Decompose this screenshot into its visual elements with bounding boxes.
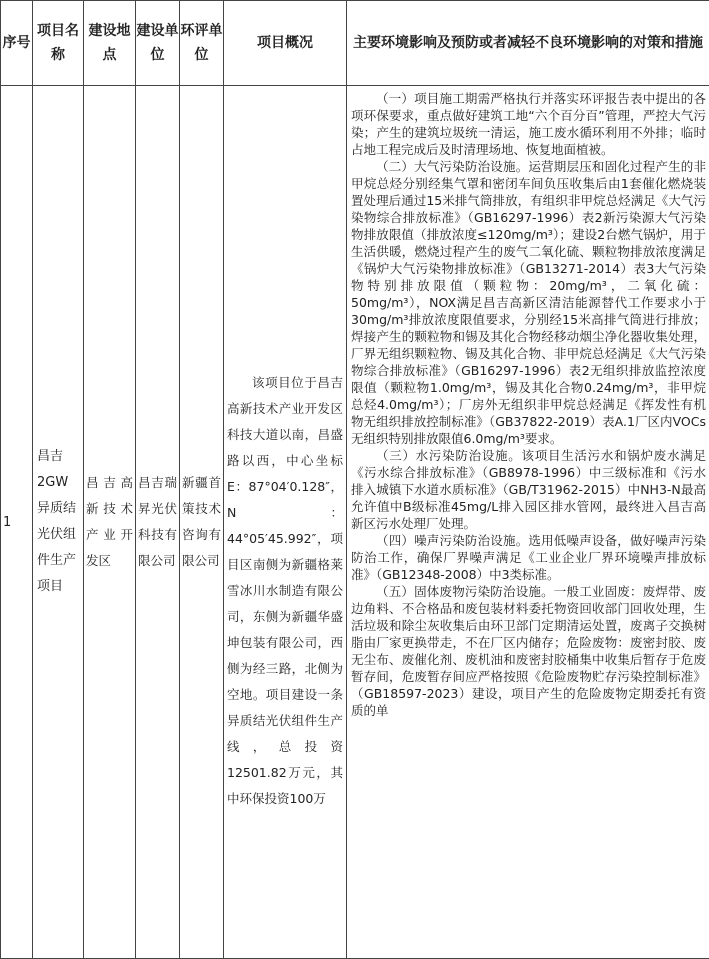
header-assessor: 环评单位 [180, 1, 224, 86]
header-seq: 序号 [1, 1, 33, 86]
header-measures: 主要环境影响及预防或者减轻不良环境影响的对策和措施 [347, 1, 709, 86]
table-row [1, 86, 709, 959]
measure-5-solid-waste: （五）固体废物污染防治设施。一般工业固废：废焊带、废边角料、不合格品和废包装材料委托物资回收部门回收处理，生活垃圾和除尘灰收集后由环卫部门定期清运处置，废离子交换树脂由厂家更换带走，不在厂区内储存；危险废物：废密封胶、废无尘布、废催化剂、废机油和废密封胶桶集中收集后暂存于危废暂存间，危废暂存间应严格按照《危险废物贮存污染控制标准》（GB18597-2023）建设，项目产生的危险废物定期委托有资质的单 [351, 583, 706, 719]
cell-project-name: 昌吉2GW异质结光伏组件生产项目 [33, 86, 84, 959]
cell-measures [347, 86, 709, 959]
overview-text: 该项目位于昌吉高新技术产业开发区科技大道以南，昌盛路以西，中心坐标E：87°04′0.128″，N：44°05′45.992″，项目区南侧为新疆格莱雪冰川水制造有限公司，东侧为新疆华盛坤包装有限公司，西侧为经三路，北侧为空地。项目建设一条异质结光伏组件生产线，总投资12501.82万元，其中环保投资100万 [224, 370, 346, 812]
header-row [1, 1, 709, 86]
header-project-name: 项目名称 [33, 1, 84, 86]
measure-2-air: （二）大气污染防治设施。运营期层压和固化过程产生的非甲烷总烃分别经集气罩和密闭车间负压收集后由1套催化燃烧装置处理后通过15米排气筒排放，有组织非甲烷总烃满足《大气污染物综合排放标准》（GB16297-1996）表2新污染源大气污染物排放限值（排放浓度≤120mg/m³）；建设2台燃气锅炉，用于生活供暖，燃烧过程产生的废气二氧化硫、颗粒物排放浓度满足《锅炉大气污染物排放标准》（GB13271-2014）表3大气污染物特别排放限值（颗粒物：20mg/m³，二氧化硫：50mg/m³），NOX满足昌吉高新区清洁能源替代工作要求小于30mg/m³排放浓度限值要求，分别经15米高排气筒进行排放；焊接产生的颗粒物和锡及其化合物经移动烟尘净化器收集处理，厂界无组织颗粒物、锡及其化合物、非甲烷总烃满足《大气污染物综合排放标准》（GB16297-1996）表2无组织排放监控浓度限值（颗粒物1.0mg/m³，锡及其化合物0.24mg/m³，非甲烷总烃4.0mg/m³）；厂房外无组织非甲烷总烃满足《挥发性有机物无组织排放控制标准》（GB37822-2019）表A.1厂区内VOCs无组织特别排放限值6.0mg/m³要求。 [351, 158, 706, 447]
header-builder: 建设单位 [136, 1, 180, 86]
measure-1-construction: （一）项目施工期需严格执行并落实环评报告表中提出的各项环保要求，重点做好建筑工地“六个百分百”管理，严控大气污染；产生的建筑垃圾统一清运，施工废水循环利用不外排；临时占地工程完成后及时清理场地、恢复地面植被。 [351, 90, 706, 158]
measure-4-noise: （四）噪声污染防治设施。选用低噪声设备，做好噪声污染防治工作，确保厂界噪声满足《工业企业厂界环境噪声排放标准》（GB12348-2008）中3类标准。 [351, 532, 706, 583]
cell-seq: 1 [1, 86, 33, 959]
header-overview: 项目概况 [224, 1, 347, 86]
cell-overview [224, 86, 347, 959]
measure-3-water: （三）水污染防治设施。该项目生活污水和锅炉废水满足《污水综合排放标准》（GB8978-1996）中三级标准和《污水排入城镇下水道水质标准》（GB/T31962-2015）中NH3-N最高允许值中B级标准45mg/L排入园区排水管网，最终进入昌吉高新区污水处理厂处理。 [351, 447, 706, 532]
cell-location: 昌吉高新技术产业开发区 [84, 86, 136, 959]
cell-builder: 昌吉瑞昇光伏科技有限公司 [136, 86, 180, 959]
cell-assessor: 新疆首策技术咨询有限公司 [180, 86, 224, 959]
header-location: 建设地点 [84, 1, 136, 86]
